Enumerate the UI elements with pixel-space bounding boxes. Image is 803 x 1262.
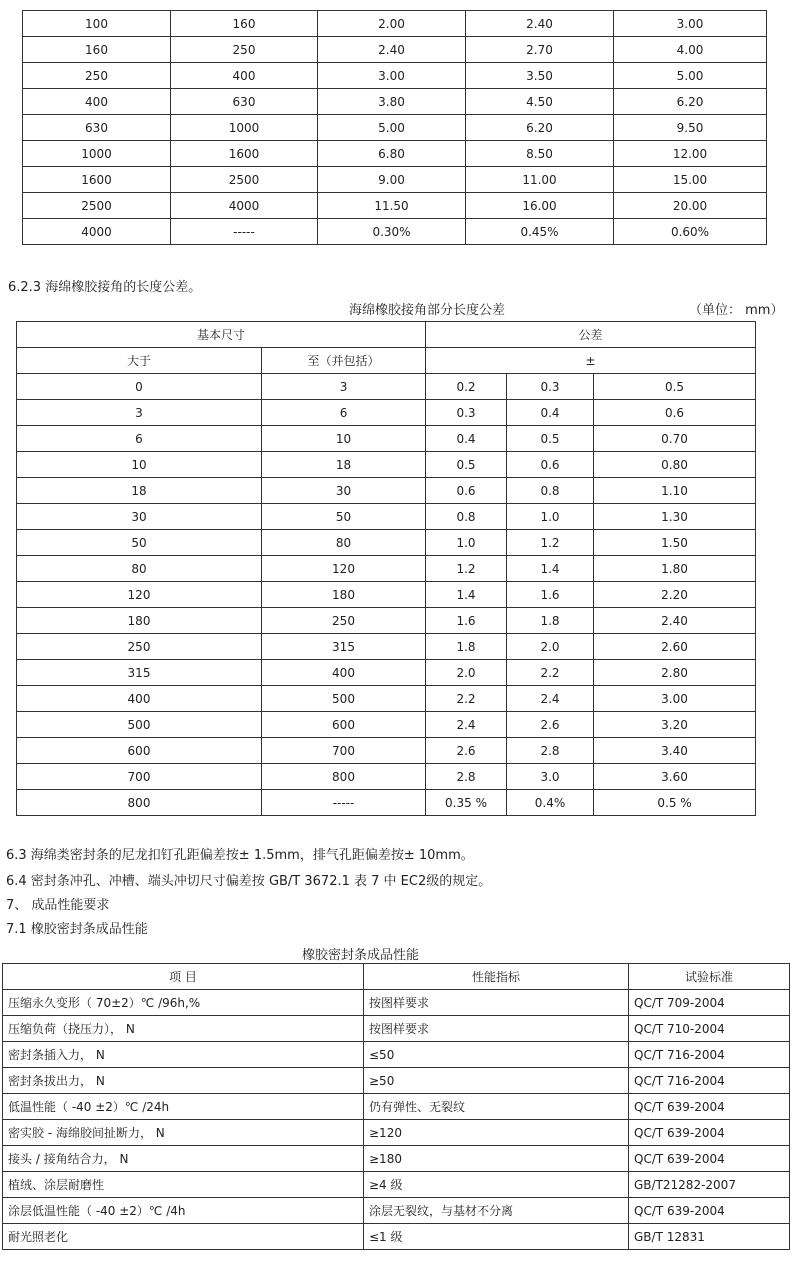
table-cell: QC/T 716-2004 <box>629 1042 790 1068</box>
table-row <box>23 193 767 219</box>
header-basic-size: 基本尺寸 <box>17 322 426 348</box>
table-cell: 0.6 <box>426 478 507 504</box>
table-cell: 800 <box>17 790 262 816</box>
table2-unit: （单位： mm） <box>689 303 784 318</box>
table-cell: 2.8 <box>426 764 507 790</box>
table-cell: 2.20 <box>594 582 756 608</box>
table-cell: 按图样要求 <box>364 990 629 1016</box>
table-row <box>3 1042 790 1068</box>
table-cell: 700 <box>262 738 426 764</box>
table-row <box>3 1094 790 1120</box>
table-cell: ≥120 <box>364 1120 629 1146</box>
table-cell: 密封条拔出力， N <box>3 1068 364 1094</box>
table-row <box>17 790 756 816</box>
header-performance: 性能指标 <box>364 964 629 990</box>
table-cell: 6.20 <box>614 89 767 115</box>
table-cell: 160 <box>171 11 318 37</box>
table-cell: 0.3 <box>426 400 507 426</box>
table-cell: 1000 <box>171 115 318 141</box>
table-cell: 0.30% <box>318 219 466 245</box>
table-row <box>17 764 756 790</box>
table-cell: ----- <box>262 790 426 816</box>
header-tolerance: 公差 <box>426 322 756 348</box>
table-cell: 1.2 <box>426 556 507 582</box>
table-row <box>3 1068 790 1094</box>
table-cell: 2.8 <box>507 738 594 764</box>
table-cell: 6 <box>262 400 426 426</box>
table-cell: 2.4 <box>507 686 594 712</box>
table-cell: 2500 <box>23 193 171 219</box>
table-cell: 250 <box>23 63 171 89</box>
header-test-standard: 试验标准 <box>629 964 790 990</box>
table-cell: 500 <box>262 686 426 712</box>
header-plus-minus: ± <box>426 348 756 374</box>
table-cell: 11.00 <box>466 167 614 193</box>
table-cell: 2.6 <box>507 712 594 738</box>
table-cell: 16.00 <box>466 193 614 219</box>
table-row <box>17 712 756 738</box>
table-cell: 400 <box>23 89 171 115</box>
table-cell: QC/T 709-2004 <box>629 990 790 1016</box>
table-cell: 耐光照老化 <box>3 1224 364 1250</box>
table-cell: 0.8 <box>426 504 507 530</box>
table-cell: 5.00 <box>318 115 466 141</box>
table-cell: 接头 / 接角结合力， N <box>3 1146 364 1172</box>
table-cell: 630 <box>23 115 171 141</box>
table-cell: 0.4 <box>426 426 507 452</box>
table-cell: 3.0 <box>507 764 594 790</box>
table-cell: 120 <box>262 556 426 582</box>
table-cell: 250 <box>17 634 262 660</box>
table-cell: 3 <box>262 374 426 400</box>
table-cell: 400 <box>171 63 318 89</box>
table-cell: QC/T 716-2004 <box>629 1068 790 1094</box>
table-row <box>17 400 756 426</box>
table-cell: 30 <box>262 478 426 504</box>
table-row <box>3 990 790 1016</box>
table-cell: 0 <box>17 374 262 400</box>
table-cell: 10 <box>17 452 262 478</box>
table-row <box>17 634 756 660</box>
table-cell: 30 <box>17 504 262 530</box>
table-cell: 1.6 <box>507 582 594 608</box>
table-row <box>17 686 756 712</box>
table-cell: 4000 <box>171 193 318 219</box>
table-row <box>3 1172 790 1198</box>
table-cell: 800 <box>262 764 426 790</box>
table-row <box>17 660 756 686</box>
table-cell: 3.40 <box>594 738 756 764</box>
table-cell: 120 <box>17 582 262 608</box>
table-cell: 2.0 <box>507 634 594 660</box>
table-cell: QC/T 710-2004 <box>629 1016 790 1042</box>
table-cell: ----- <box>171 219 318 245</box>
table-cell: 600 <box>262 712 426 738</box>
table-cell: 700 <box>17 764 262 790</box>
table-cell: 0.2 <box>426 374 507 400</box>
para-6-4: 6.4 密封条冲孔、冲槽、端头冲切尺寸偏差按 GB/T 3672.1 表 7 中 EC2级的规定。 <box>6 874 492 889</box>
table-cell: 0.45% <box>466 219 614 245</box>
table-cell: 12.00 <box>614 141 767 167</box>
table-cell: 80 <box>262 530 426 556</box>
table-cell: 80 <box>17 556 262 582</box>
table-cell: 100 <box>23 11 171 37</box>
table-row <box>23 141 767 167</box>
table-cell: 0.3 <box>507 374 594 400</box>
table-cell: 0.4% <box>507 790 594 816</box>
table-cell: 3.00 <box>614 11 767 37</box>
table-cell: 4.50 <box>466 89 614 115</box>
table3-caption: 橡胶密封条成品性能 <box>302 948 420 963</box>
table-row <box>23 219 767 245</box>
table-cell: 0.6 <box>507 452 594 478</box>
seal-performance-table <box>2 963 790 1250</box>
table-cell: 3.00 <box>318 63 466 89</box>
table-cell: 0.35 % <box>426 790 507 816</box>
table-row <box>17 504 756 530</box>
para-7: 7、 成品性能要求 <box>6 898 110 913</box>
table-cell: GB/T21282-2007 <box>629 1172 790 1198</box>
header-up-to: 至（并包括） <box>262 348 426 374</box>
table-cell: 1.4 <box>507 556 594 582</box>
table-cell: 3 <box>17 400 262 426</box>
table-row <box>17 374 756 400</box>
para-7-1: 7.1 橡胶密封条成品性能 <box>6 922 148 937</box>
table-cell: 1.6 <box>426 608 507 634</box>
table-cell: 50 <box>262 504 426 530</box>
table-cell: 5.00 <box>614 63 767 89</box>
table-cell: 6.80 <box>318 141 466 167</box>
table-cell: 500 <box>17 712 262 738</box>
table-cell: 压缩负荷（挠压力）， N <box>3 1016 364 1042</box>
table-row <box>3 1224 790 1250</box>
table-row <box>3 1016 790 1042</box>
table-cell: 50 <box>17 530 262 556</box>
table-cell: 3.00 <box>594 686 756 712</box>
table-cell: 3.50 <box>466 63 614 89</box>
table-row <box>17 426 756 452</box>
table-cell: 0.80 <box>594 452 756 478</box>
header-greater-than: 大于 <box>17 348 262 374</box>
tolerance-table-upper <box>22 10 767 245</box>
table-cell: 250 <box>171 37 318 63</box>
table-cell: ≥50 <box>364 1068 629 1094</box>
table-row <box>17 478 756 504</box>
table-cell: 0.6 <box>594 400 756 426</box>
table-cell: 涂层低温性能（ -40 ±2）℃ /4h <box>3 1198 364 1224</box>
table-cell: 2.80 <box>594 660 756 686</box>
table-cell: 4.00 <box>614 37 767 63</box>
table-cell: ≥4 级 <box>364 1172 629 1198</box>
table-row <box>17 556 756 582</box>
table-cell: 400 <box>262 660 426 686</box>
table-cell: ≤1 级 <box>364 1224 629 1250</box>
table-cell: 20.00 <box>614 193 767 219</box>
table-cell: 315 <box>262 634 426 660</box>
table-cell: 0.5 <box>426 452 507 478</box>
table-cell: 2.0 <box>426 660 507 686</box>
table-row <box>17 452 756 478</box>
table-row <box>23 115 767 141</box>
table-cell: GB/T 12831 <box>629 1224 790 1250</box>
table-cell: 0.5 <box>594 374 756 400</box>
table-cell: 1.0 <box>507 504 594 530</box>
table-cell: 1.4 <box>426 582 507 608</box>
table-cell: 1.50 <box>594 530 756 556</box>
table-cell: ≥180 <box>364 1146 629 1172</box>
table-cell: 涂层无裂纹，与基材不分离 <box>364 1198 629 1224</box>
section-6-2-3: 6.2.3 海绵橡胶接角的长度公差。 <box>8 280 202 295</box>
sponge-rubber-tolerance-table <box>16 321 756 816</box>
table-cell: 1.8 <box>426 634 507 660</box>
table-cell: 2.00 <box>318 11 466 37</box>
table-cell: 250 <box>262 608 426 634</box>
table-cell: 10 <box>262 426 426 452</box>
table-cell: 2.70 <box>466 37 614 63</box>
table-row <box>3 1198 790 1224</box>
table-cell: 160 <box>23 37 171 63</box>
table-cell: 1.0 <box>426 530 507 556</box>
table-row <box>23 167 767 193</box>
table-cell: 1.30 <box>594 504 756 530</box>
table-cell: 15.00 <box>614 167 767 193</box>
table-cell: 0.60% <box>614 219 767 245</box>
table-cell: 3.60 <box>594 764 756 790</box>
table-cell: 2.4 <box>426 712 507 738</box>
table-cell: 2.40 <box>466 11 614 37</box>
table-cell: 9.50 <box>614 115 767 141</box>
table-cell: 3.20 <box>594 712 756 738</box>
table-cell: 1600 <box>171 141 318 167</box>
table-cell: 0.8 <box>507 478 594 504</box>
table-cell: 0.5 <box>507 426 594 452</box>
table-cell: 密实胶 - 海绵胶间扯断力， N <box>3 1120 364 1146</box>
table-row <box>17 738 756 764</box>
table-cell: 1000 <box>23 141 171 167</box>
table-cell: 600 <box>17 738 262 764</box>
table-cell: 压缩永久变形（ 70±2）℃ /96h,% <box>3 990 364 1016</box>
table-row <box>23 11 767 37</box>
table-row <box>17 608 756 634</box>
table-row <box>3 1146 790 1172</box>
table-cell: ≤50 <box>364 1042 629 1068</box>
table2-caption: 海绵橡胶接角部分长度公差 <box>349 303 506 318</box>
table-cell: 1.10 <box>594 478 756 504</box>
table-cell: 6.20 <box>466 115 614 141</box>
table-cell: 0.4 <box>507 400 594 426</box>
table-cell: 0.70 <box>594 426 756 452</box>
table-row <box>23 63 767 89</box>
table-cell: 按图样要求 <box>364 1016 629 1042</box>
table-cell: 315 <box>17 660 262 686</box>
table-cell: 18 <box>17 478 262 504</box>
table-cell: 4000 <box>23 219 171 245</box>
table-cell: 2.40 <box>318 37 466 63</box>
table-cell: 1600 <box>23 167 171 193</box>
table-cell: 6 <box>17 426 262 452</box>
table-row <box>3 1120 790 1146</box>
table-cell: 8.50 <box>466 141 614 167</box>
table-cell: 1.2 <box>507 530 594 556</box>
table-row <box>23 89 767 115</box>
table-cell: 仍有弹性、无裂纹 <box>364 1094 629 1120</box>
table-cell: 2.6 <box>426 738 507 764</box>
table-cell: 180 <box>262 582 426 608</box>
header-item: 项 目 <box>3 964 364 990</box>
table-cell: 低温性能（ -40 ±2）℃ /24h <box>3 1094 364 1120</box>
table-row <box>23 37 767 63</box>
table-cell: 18 <box>262 452 426 478</box>
table-cell: 400 <box>17 686 262 712</box>
table-cell: QC/T 639-2004 <box>629 1094 790 1120</box>
table-cell: 2.2 <box>507 660 594 686</box>
table-cell: 630 <box>171 89 318 115</box>
table-row <box>17 530 756 556</box>
table-cell: QC/T 639-2004 <box>629 1146 790 1172</box>
para-6-3: 6.3 海绵类密封条的尼龙扣钉孔距偏差按± 1.5mm，排气孔距偏差按± 10mm。 <box>6 848 474 863</box>
table-cell: QC/T 639-2004 <box>629 1120 790 1146</box>
table-cell: 2.2 <box>426 686 507 712</box>
table-cell: 3.80 <box>318 89 466 115</box>
table-cell: 1.8 <box>507 608 594 634</box>
table-cell: 180 <box>17 608 262 634</box>
table-cell: 2.40 <box>594 608 756 634</box>
table-cell: QC/T 639-2004 <box>629 1198 790 1224</box>
table-row <box>17 582 756 608</box>
table-cell: 9.00 <box>318 167 466 193</box>
table-cell: 1.80 <box>594 556 756 582</box>
table-cell: 0.5 % <box>594 790 756 816</box>
table-cell: 11.50 <box>318 193 466 219</box>
table-cell: 密封条插入力， N <box>3 1042 364 1068</box>
table-cell: 2500 <box>171 167 318 193</box>
table-cell: 植绒、涂层耐磨性 <box>3 1172 364 1198</box>
table-cell: 2.60 <box>594 634 756 660</box>
